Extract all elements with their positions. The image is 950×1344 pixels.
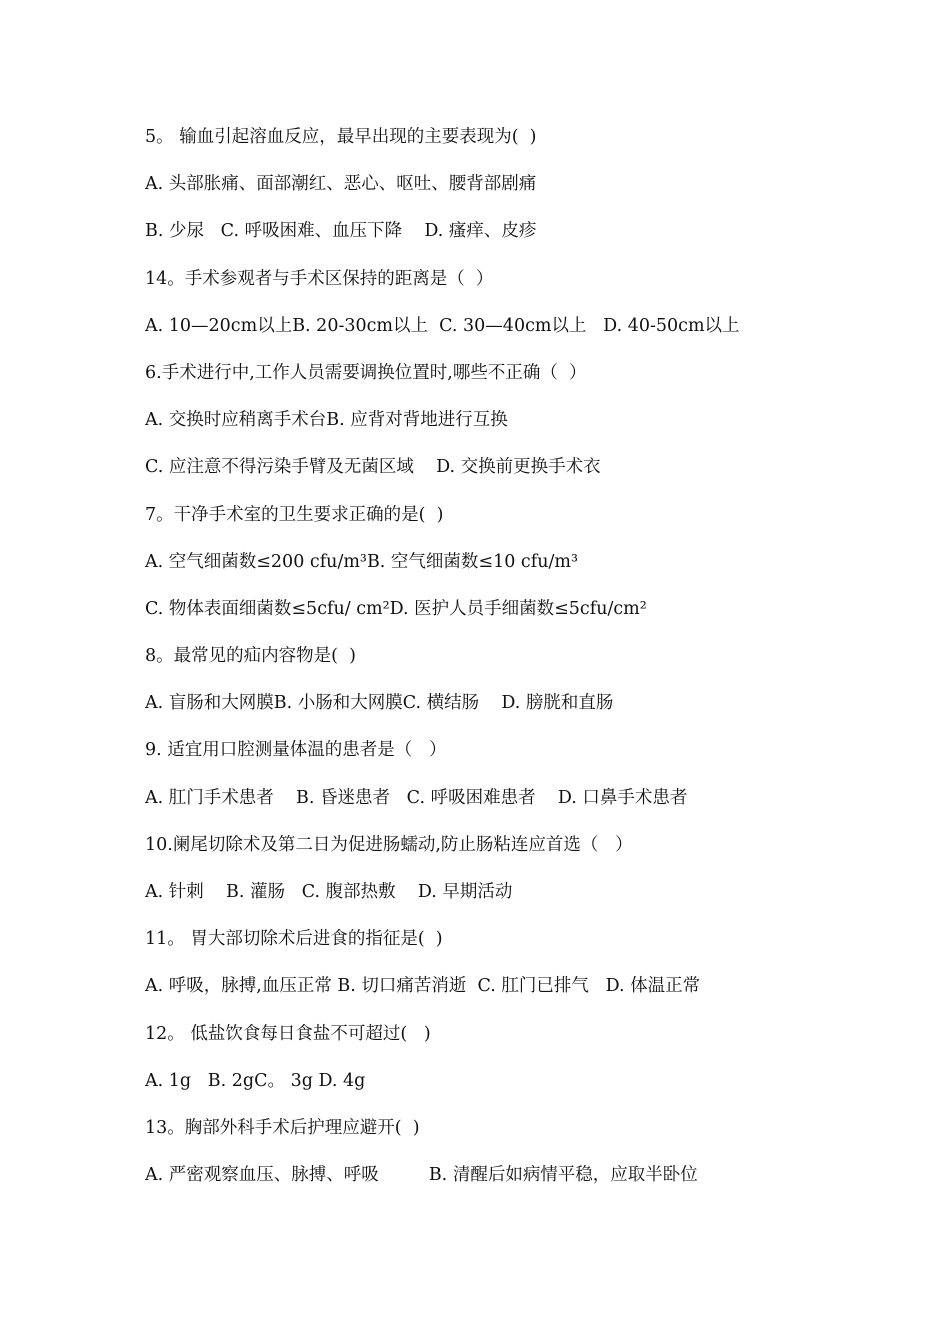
question-6-options-ab: A. 交换时应稍离手术台B. 应背对背地进行互换 (145, 410, 508, 431)
question-6-text: 6.手术进行中,工作人员需要调换位置时,哪些不正确（ ） (145, 362, 587, 383)
question-14-options: A. 10—20cm以上B. 20-30cm以上 C. 30—40cm以上 D. 40-50cm以上 (145, 315, 740, 336)
question-12-options: A. 1g B. 2gC。 3g D. 4g (145, 1070, 366, 1091)
question-5-option-a: A. 头部胀痛、面部潮红、恶心、呕吐、腰背部剧痛 (145, 174, 537, 195)
question-list (145, 122, 805, 1207)
question-9-text: 9. 适宜用口腔测量体温的患者是（ ） (145, 740, 447, 761)
question-12-text: 12。 低盐饮食每日食盐不可超过( ) (145, 1023, 431, 1044)
question-5-options-bcd: B. 少尿 C. 呼吸困难、血压下降 D. 瘙痒、皮疹 (145, 221, 537, 242)
question-11-text: 11。 胃大部切除术后进食的指征是( ) (145, 929, 443, 950)
question-7-options-ab: A. 空气细菌数≤200 cfu/m³B. 空气细菌数≤10 cfu/m³ (145, 551, 578, 572)
question-10-text: 10.阑尾切除术及第二日为促进肠蠕动,防止肠粘连应首选（ ） (145, 834, 633, 855)
question-14-text: 14。手术参观者与手术区保持的距离是（ ） (145, 268, 494, 289)
question-8-options: A. 盲肠和大网膜B. 小肠和大网膜C. 横结肠 D. 膀胱和直肠 (145, 693, 614, 714)
question-6-options-cd: C. 应注意不得污染手臂及无菌区域 D. 交换前更换手术衣 (145, 457, 601, 478)
question-5-text: 5。 输血引起溶血反应，最早出现的主要表现为( ) (145, 127, 537, 147)
question-11-options: A. 呼吸，脉搏,血压正常 B. 切口痛苦消逝 C. 肛门已排气 D. 体温正常 (145, 976, 701, 997)
question-10-options: A. 针刺 B. 灌肠 C. 腹部热敷 D. 早期活动 (145, 882, 513, 902)
question-13-text: 13。胸部外科手术后护理应避开( ) (145, 1117, 420, 1138)
question-13-options-ab: A. 严密观察血压、脉搏、呼吸 B. 清醒后如病情平稳，应取半卧位 (145, 1165, 698, 1186)
question-8-text: 8。最常见的疝内容物是( ) (145, 646, 356, 667)
question-9-options: A. 肛门手术患者 B. 昏迷患者 C. 呼吸困难患者 D. 口鼻手术患者 (145, 787, 688, 808)
question-7-text: 7。干净手术室的卫生要求正确的是( ) (145, 504, 444, 525)
question-7-options-cd: C. 物体表面细菌数≤5cfu/ cm²D. 医护人员手细菌数≤5cfu/cm² (145, 598, 647, 619)
